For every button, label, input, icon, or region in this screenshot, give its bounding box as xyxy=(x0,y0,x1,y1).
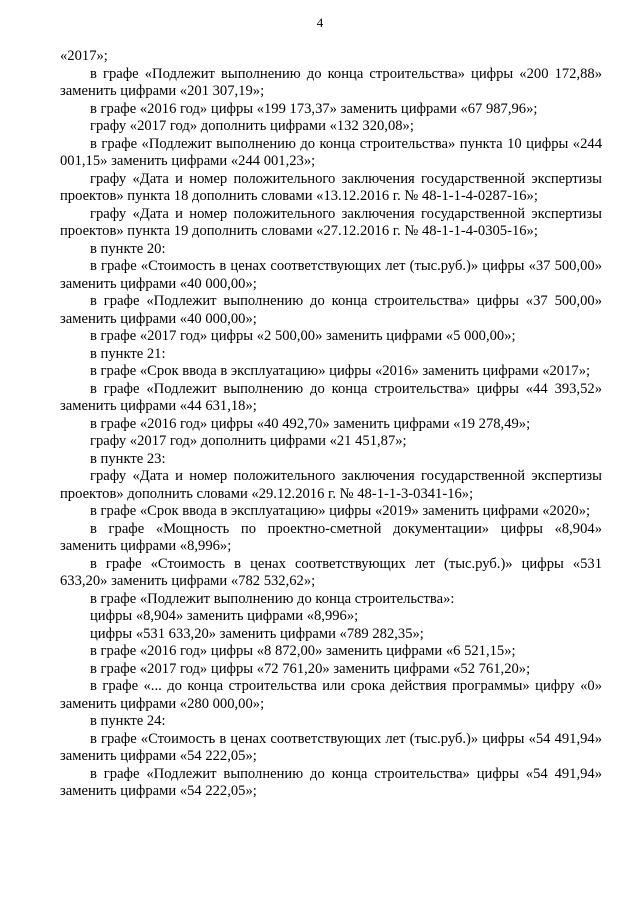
amendment-paragraph: в пункте 23: xyxy=(90,450,166,467)
amendment-paragraph: в пункте 20: xyxy=(90,240,166,257)
amendment-paragraph: в графе «Подлежит выполнению до конца строительства» цифры «54 491,94» заменить цифрами «54 222,05»; xyxy=(60,765,602,799)
amendment-paragraph: в графе «Мощность по проектно-сметной документации» цифры «8,904» заменить цифрами «8,996»; xyxy=(60,520,602,554)
amendment-paragraph: «2017»; xyxy=(60,48,108,64)
amendment-paragraph: в графе «Подлежит выполнению до конца строительства» цифры «44 393,52» заменить цифрами «44 631,18»; xyxy=(60,380,602,414)
document-body xyxy=(60,48,602,801)
amendment-paragraph: в графе «Срок ввода в эксплуатацию» цифры «2019» заменить цифрами «2020»; xyxy=(90,503,591,519)
amendment-paragraph: в графе «Подлежит выполнению до конца строительства» цифры «200 172,88» заменить цифрами «201 307,19»; xyxy=(60,65,602,99)
amendment-paragraph: в графе «2017 год» цифры «72 761,20» заменить цифрами «52 761,20»; xyxy=(90,660,531,677)
amendment-paragraph: в пункте 24: xyxy=(90,713,166,729)
amendment-paragraph: в графе «Стоимость в ценах соответствующих лет (тыс.руб.)» цифры «531 633,20» заменить цифрами «782 532,62»; xyxy=(60,555,602,589)
amendment-paragraph: цифры «531 633,20» заменить цифрами «789 282,35»; xyxy=(90,625,424,642)
amendment-paragraph: в графе «Подлежит выполнению до конца строительства»: xyxy=(90,590,455,607)
amendment-paragraph: графу «2017 год» дополнить цифрами «132 320,08»; xyxy=(90,118,414,134)
amendment-paragraph: в графе «2016 год» цифры «199 173,37» заменить цифрами «67 987,96»; xyxy=(90,100,538,117)
amendment-paragraph: в графе «Стоимость в ценах соответствующих лет (тыс.руб.)» цифры «54 491,94» заменить цифрами «54 222,05»; xyxy=(60,730,602,764)
amendment-paragraph: в графе «Подлежит выполнению до конца строительства» цифры «37 500,00» заменить цифрами «40 000,00»; xyxy=(60,293,602,327)
amendment-paragraph: графу «Дата и номер положительного заключения государственной экспертизы проектов» пункта 18 дополнить словами «13.12.2016 г. № 48-1-1-4-0287-16»; xyxy=(60,170,602,204)
amendment-paragraph: в графе «2017 год» цифры «2 500,00» заменить цифрами «5 000,00»; xyxy=(90,328,516,344)
amendment-paragraph: в графе «Подлежит выполнению до конца строительства» пункта 10 цифры «244 001,15» заменить цифрами «244 001,23»; xyxy=(60,135,602,169)
amendment-paragraph: в пункте 21: xyxy=(90,345,166,362)
amendment-paragraph: в графе «... до конца строительства или срока действия программы» цифру «0» заменить цифрами «280 000,00»; xyxy=(60,678,602,712)
amendment-paragraph: графу «Дата и номер положительного заключения государственной экспертизы проектов» пункта 19 дополнить словами «27.12.2016 г. № 48-1-1-4-0305-16»; xyxy=(60,205,602,239)
amendment-paragraph: в графе «Стоимость в ценах соответствующих лет (тыс.руб.)» цифры «37 500,00» заменить цифрами «40 000,00»; xyxy=(60,258,602,292)
page-number: 4 xyxy=(316,15,324,30)
amendment-paragraph: в графе «Срок ввода в эксплуатацию» цифры «2016» заменить цифрами «2017»; xyxy=(90,363,591,379)
amendment-paragraph: в графе «2016 год» цифры «8 872,00» заменить цифрами «6 521,15»; xyxy=(90,643,516,659)
amendment-paragraph: графу «2017 год» дополнить цифрами «21 451,87»; xyxy=(90,433,407,449)
amendment-paragraph: цифры «8,904» заменить цифрами «8,996»; xyxy=(90,608,359,624)
amendment-paragraph: в графе «2016 год» цифры «40 492,70» заменить цифрами «19 278,49»; xyxy=(90,415,531,432)
amendment-paragraph: графу «Дата и номер положительного заключения государственной экспертизы проектов» дополнить словами «29.12.2016 г. № 48-1-1-3-0341-16»; xyxy=(60,468,602,502)
